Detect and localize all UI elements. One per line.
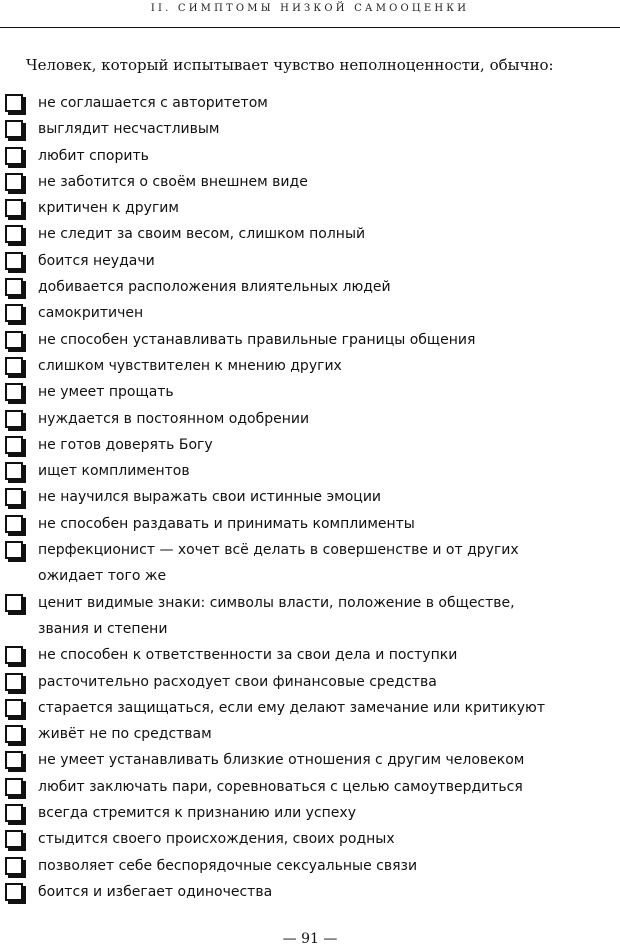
symptom-checklist [0,90,620,905]
checklist-item [0,353,620,379]
checkbox-icon[interactable] [5,804,23,822]
checkbox-icon[interactable] [5,830,23,848]
checklist-item [0,274,620,300]
checkbox-icon[interactable] [5,594,23,612]
checklist-item-text: самокритичен [38,305,144,322]
checklist-item [0,826,620,852]
checkbox-icon[interactable] [5,225,23,243]
checklist-item [0,721,620,747]
page-number: — 91 — [282,931,338,947]
checklist-item-text: расточительно расходует свои финансовые средства [38,673,437,690]
checklist-item-text: ценит видимые знаки: символы власти, положение в обществе, [38,594,515,611]
checklist-item [0,747,620,773]
checklist-item-text: всегда стремится к признанию или успеху [38,805,356,822]
checklist-item [0,116,620,142]
checkbox-icon[interactable] [5,410,23,428]
checkbox-icon[interactable] [5,383,23,401]
checkbox-icon[interactable] [5,252,23,270]
checklist-item-text: стыдится своего происхождения, своих родных [38,831,395,848]
checklist-item [0,195,620,221]
checklist-item-text: боится и избегает одиночества [38,883,273,900]
checklist-item [0,800,620,826]
checklist-item-text: не готов доверять Богу [38,436,213,453]
checklist-item-text: старается защищаться, если ему делают замечание или критикуют [38,699,546,716]
checklist-item [0,669,620,695]
checkbox-icon[interactable] [5,778,23,796]
checklist-item [0,169,620,195]
checkbox-icon[interactable] [5,673,23,691]
checklist-item [0,642,620,668]
checklist-item-text: не умеет прощать [38,384,174,401]
checklist-item-text: не умеет устанавливать близкие отношения с другим человеком [38,752,525,769]
checkbox-icon[interactable] [5,94,23,112]
checkbox-icon[interactable] [5,541,23,559]
checkbox-icon[interactable] [5,331,23,349]
checklist-item [0,511,620,537]
running-head: II. СИМПТОМЫ НИЗКОЙ САМООЦЕНКИ [150,3,470,14]
checkbox-icon[interactable] [5,357,23,375]
checkbox-icon[interactable] [5,120,23,138]
checkbox-icon[interactable] [5,173,23,191]
checklist-item-text: живёт не по средствам [38,726,212,743]
checklist-item-text: добивается расположения влиятельных людей [38,279,391,296]
checklist-item-text: не заботится о своём внешнем виде [38,173,308,190]
checklist-item-text: не способен к ответственности за свои дела и поступки [38,647,458,664]
intro-sentence: Человек, который испытывает чувство неполноценности, обычно: [26,56,554,74]
checkbox-icon[interactable] [5,199,23,217]
checklist-item [0,484,620,510]
checklist-item-text: ищет комплиментов [38,463,190,480]
checklist-item-text: боится неудачи [38,252,155,269]
checkbox-icon[interactable] [5,725,23,743]
checkbox-icon[interactable] [5,304,23,322]
checkbox-icon[interactable] [5,436,23,454]
checklist-item-text: не следит за своим весом, слишком полный [38,226,366,243]
checklist-item-text: нуждается в постоянном одобрении [38,410,310,427]
header-rule [0,27,620,28]
checklist-item [0,248,620,274]
checklist-item-text: критичен к другим [38,200,179,217]
checklist-item [0,590,620,643]
checklist-item [0,774,620,800]
checklist-item-text: перфекционист — хочет всё делать в совершенстве и от других [38,542,519,559]
checklist-item [0,221,620,247]
checklist-item [0,695,620,721]
checkbox-icon[interactable] [5,751,23,769]
checklist-item-text: ожидает того же [38,568,167,585]
checklist-item-text: звания и степени [38,620,168,637]
checklist-item [0,406,620,432]
checklist-item [0,379,620,405]
checkbox-icon[interactable] [5,147,23,165]
checklist-item-text: слишком чувствителен к мнению других [38,357,342,374]
checklist-item-text: любит заключать пари, соревноваться с целью самоутвердиться [38,778,523,795]
checkbox-icon[interactable] [5,646,23,664]
checkbox-icon[interactable] [5,488,23,506]
checklist-item [0,143,620,169]
checkbox-icon[interactable] [5,883,23,901]
checkbox-icon[interactable] [5,699,23,717]
checklist-item [0,327,620,353]
checklist-item-text: любит спорить [38,147,149,164]
checklist-item [0,90,620,116]
checklist-item-text: выглядит несчастливым [38,121,220,138]
checkbox-icon[interactable] [5,857,23,875]
checklist-item-text: не способен раздавать и принимать комплименты [38,515,415,532]
checklist-item [0,300,620,326]
checklist-item-text: не научился выражать свои истинные эмоции [38,489,382,506]
checklist-item-text: позволяет себе беспорядочные сексуальные связи [38,857,418,874]
checklist-item [0,537,620,590]
checklist-item [0,853,620,879]
checklist-item [0,458,620,484]
checkbox-icon[interactable] [5,515,23,533]
checklist-item [0,879,620,905]
checkbox-icon[interactable] [5,462,23,480]
checklist-item-text: не соглашается с авторитетом [38,95,268,111]
checklist-item-text: не способен устанавливать правильные границы общения [38,331,476,348]
checkbox-icon[interactable] [5,278,23,296]
checklist-item [0,432,620,458]
